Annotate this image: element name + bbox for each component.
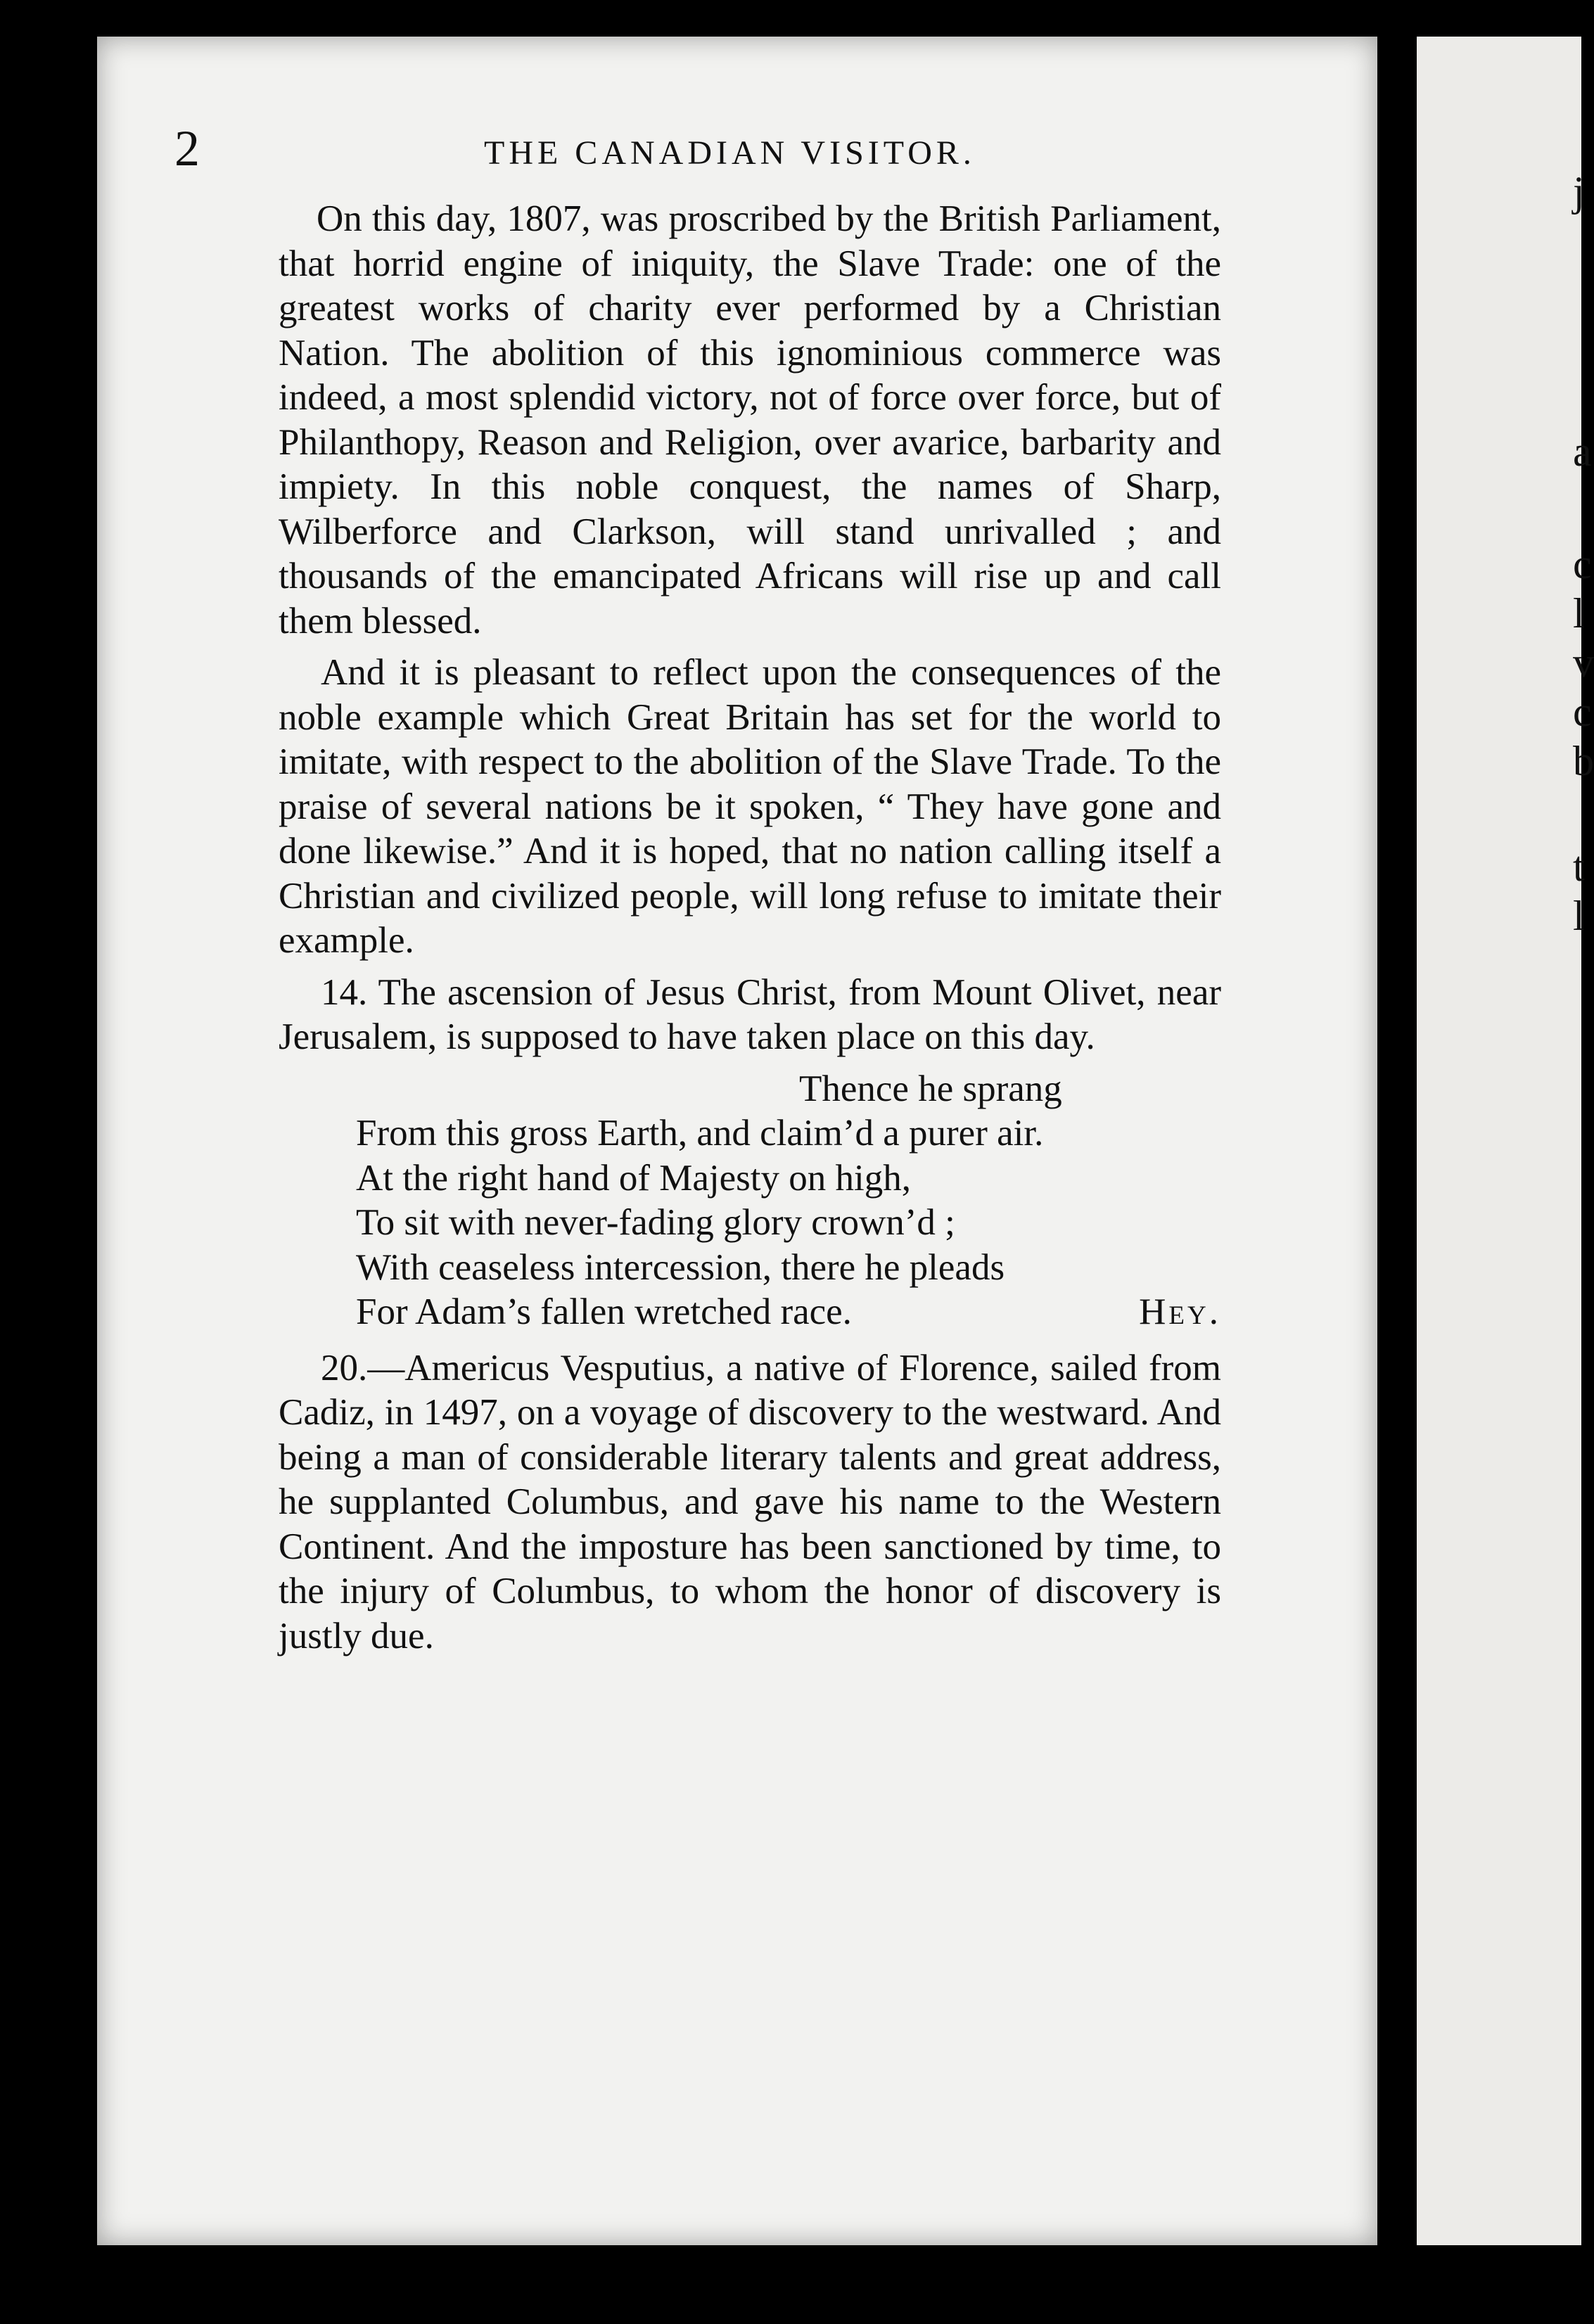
verse-line: At the right hand of Majesty on high, bbox=[356, 1157, 911, 1199]
running-head bbox=[174, 120, 1216, 183]
verse-quotation bbox=[279, 1067, 1221, 1335]
verse-line-text: For Adam’s fallen wretched race. bbox=[356, 1291, 852, 1332]
page-number: 2 bbox=[174, 120, 200, 177]
facing-page-fragment: j bbox=[1573, 168, 1585, 215]
facing-page-fragment: l bbox=[1573, 590, 1585, 637]
verse-line-last bbox=[279, 1290, 1221, 1335]
facing-page-fragment: c bbox=[1573, 541, 1592, 587]
paragraph-slave-trade: On this day, 1807, was proscribed by the British Parliament, that horrid engine of iniquity, the Slave Trade: one of the greatest works of charity ever performed by a Christian Nation. The abolition of this ignominious commerce was indeed, a most splendid victory, not of force over force, but of Philanthopy, Reason and Religion, over avarice, barbarity and impiety. In this noble conquest, the names of Sharp, Wilberforce and Clarkson, will stand unrivalled ; and thousands of the emancipated Africans will rise up and call them blessed. bbox=[279, 198, 1221, 641]
verse-line: From this gross Earth, and claim’d a purer air. bbox=[356, 1113, 1044, 1154]
paragraph-vespucci: 20.—Americus Vesputius, a native of Florence, sailed from Cadiz, in 1497, on a voyage of discovery to the westward. And being a man of considerable literary talents and great address, he supplanted Columbus, and gave his name to the Western Continent. And the imposture has been sanctioned by time, to the injury of Columbus, to whom the honor of discovery is justly due. bbox=[279, 1347, 1221, 1656]
verse-line: Thence he sprang bbox=[799, 1068, 1062, 1109]
facing-page-fragment: b bbox=[1573, 738, 1594, 784]
paragraph-ascension: 14. The ascension of Jesus Christ, from Mount Olivet, near Jerusalem, is supposed to have taken place on this day. bbox=[279, 971, 1221, 1057]
facing-page-fragment: a bbox=[1573, 428, 1592, 475]
facing-page-fragment: l bbox=[1573, 893, 1585, 939]
verse-attribution: Hey. bbox=[1139, 1291, 1221, 1332]
facing-page-fragment: t bbox=[1573, 843, 1585, 890]
running-title: THE CANADIAN VISITOR. bbox=[484, 134, 976, 172]
body-text bbox=[279, 197, 1221, 1666]
verse-line: With ceaseless intercession, there he pleads bbox=[356, 1246, 1005, 1288]
paragraph-example: And it is pleasant to reflect upon the consequences of the noble example which Great Britain has set for the world to imitate, with respect to the abolition of the Slave Trade. To the praise of several nations be it spoken, “ They have gone and done likewise.” And it is hoped, that no nation calling itself a Christian and civilized people, will long refuse to imitate their example. bbox=[279, 652, 1221, 961]
facing-page-fragment: c bbox=[1573, 689, 1592, 735]
page-gutter bbox=[1377, 0, 1417, 2324]
verse-line: To sit with never-fading glory crown’d ; bbox=[356, 1202, 955, 1243]
facing-page-fragment: v bbox=[1573, 639, 1594, 686]
facing-page-edge bbox=[1417, 37, 1594, 2245]
